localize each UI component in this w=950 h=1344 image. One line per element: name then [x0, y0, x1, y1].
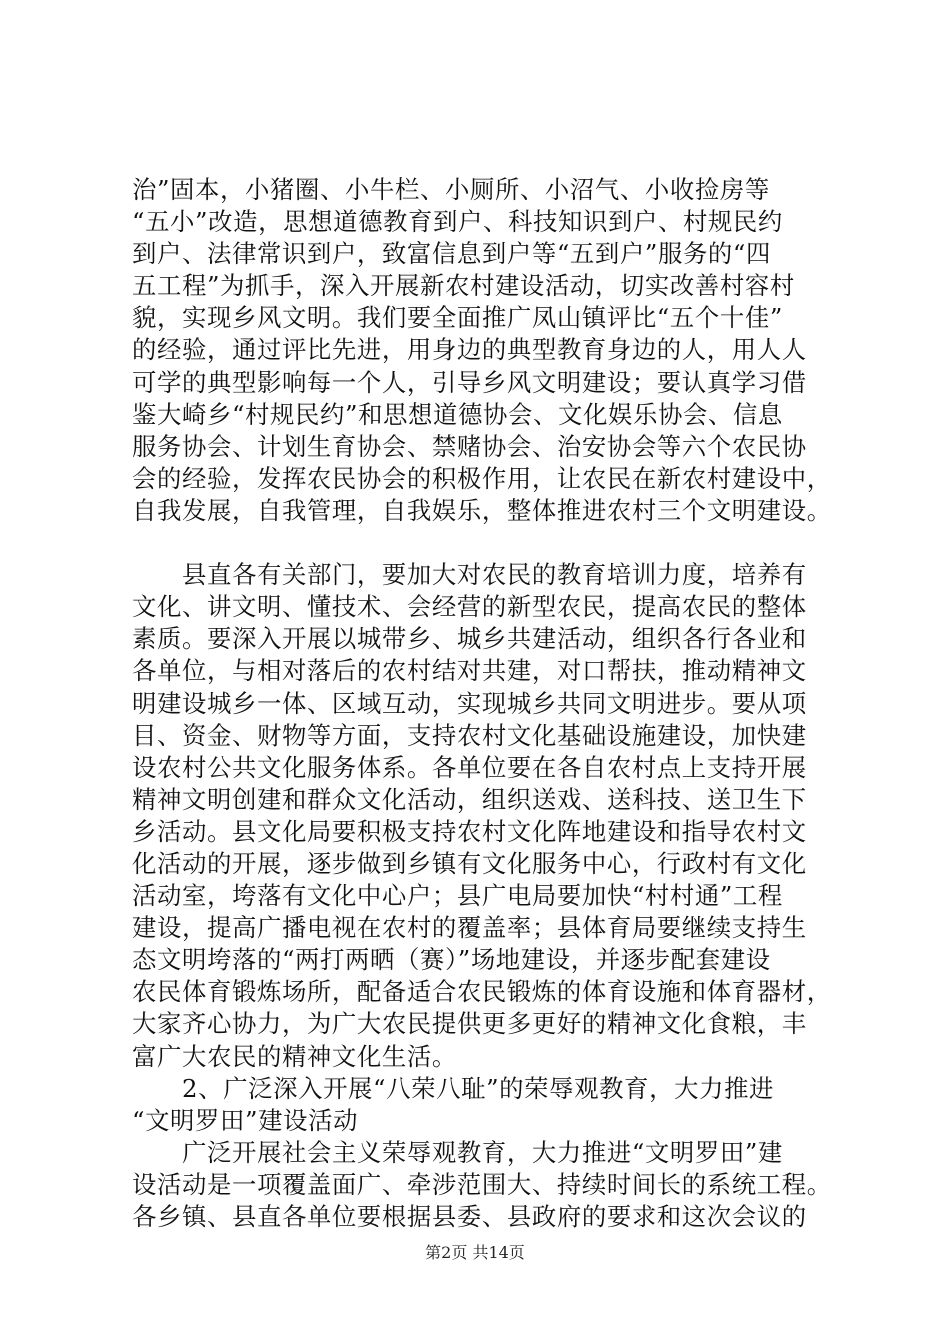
body-text [132, 174, 862, 1233]
text-line: 农民体育锻炼场所，配备适合农民锻炼的体育设施和体育器材， [132, 977, 832, 1007]
text-line: 2、广泛深入开展“八荣八耻”的荣辱观教育，大力推进 [182, 1073, 775, 1103]
text-line: 县直各有关部门，要加大对农民的教育培训力度，培养有 [182, 560, 807, 590]
text-line: 各单位，与相对落后的农村结对共建，对口帮扶，推动精神文 [132, 656, 807, 686]
text-line: 文化、讲文明、懂技术、会经营的新型农民，提高农民的整体 [132, 592, 807, 622]
text-line: 设活动是一项覆盖面广、牵涉范围大、持续时间长的系统工程。 [132, 1169, 832, 1199]
text-line: 态文明垮落的“两打两晒（赛）”场地建设，并逐步配套建设 [132, 945, 771, 975]
text-line: 素质。要深入开展以城带乡、城乡共建活动，组织各行各业和 [132, 624, 807, 654]
text-line: 貌，实现乡风文明。我们要全面推广凤山镇评比“五个十佳” [132, 303, 783, 333]
text-line: 到户、法律常识到户，致富信息到户等“五到户”服务的“四 [132, 239, 771, 269]
page-footer: 第2页 共14页 [425, 1243, 525, 1262]
text-line: 自我发展，自我管理，自我娱乐，整体推进农村三个文明建设。 [132, 495, 832, 525]
paragraph-gap [132, 527, 862, 559]
text-line: 各乡镇、县直各单位要根据县委、县政府的要求和这次会议的 [132, 1202, 807, 1231]
text-line: 乡活动。县文化局要积极支持农村文化阵地建设和指导农村文 [132, 816, 807, 846]
text-line: 服务协会、计划生育协会、禁赌协会、治安协会等六个农民协 [132, 431, 807, 461]
text-line: 的经验，通过评比先进，用身边的典型教育身边的人，用人人 [132, 335, 807, 365]
text-line: 可学的典型影响每一个人，引导乡风文明建设；要认真学习借 [132, 367, 807, 397]
text-line: 设农村公共文化服务体系。各单位要在各自农村点上支持开展 [132, 752, 807, 782]
text-line: 会的经验，发挥农民协会的积极作用，让农民在新农村建设中， [132, 463, 832, 493]
text-line: 建设，提高广播电视在农村的覆盖率；县体育局要继续支持生 [132, 913, 807, 943]
text-line: “五小”改造，思想道德教育到户、科技知识到户、村规民约 [132, 207, 783, 237]
text-line: 鉴大崎乡“村规民约”和思想道德协会、文化娱乐协会、信息 [132, 399, 783, 429]
text-line: 广泛开展社会主义荣辱观教育，大力推进“文明罗田”建 [182, 1137, 783, 1167]
text-line: 治”固本，小猪圈、小牛栏、小厕所、小沼气、小收捡房等 [132, 175, 770, 204]
text-line: 富广大农民的精神文化生活。 [132, 1041, 457, 1071]
text-line: 精神文明创建和群众文化活动，组织送戏、送科技、送卫生下 [132, 784, 807, 814]
text-line: 五工程”为抓手，深入开展新农村建设活动，切实改善村容村 [132, 271, 795, 301]
text-line: 化活动的开展，逐步做到乡镇有文化服务中心，行政村有文化 [132, 848, 807, 878]
text-line: 目、资金、财物等方面，支持农村文化基础设施建设，加快建 [132, 720, 807, 750]
text-line: 大家齐心协力，为广大农民提供更多更好的精神文化食粮，丰 [132, 1009, 807, 1039]
text-line: 活动室，垮落有文化中心户；县广电局要加快“村村通”工程 [132, 881, 783, 911]
text-line: 明建设城乡一体、区域互动，实现城乡共同文明进步。要从项 [132, 688, 807, 718]
text-line: “文明罗田”建设活动 [132, 1105, 359, 1135]
